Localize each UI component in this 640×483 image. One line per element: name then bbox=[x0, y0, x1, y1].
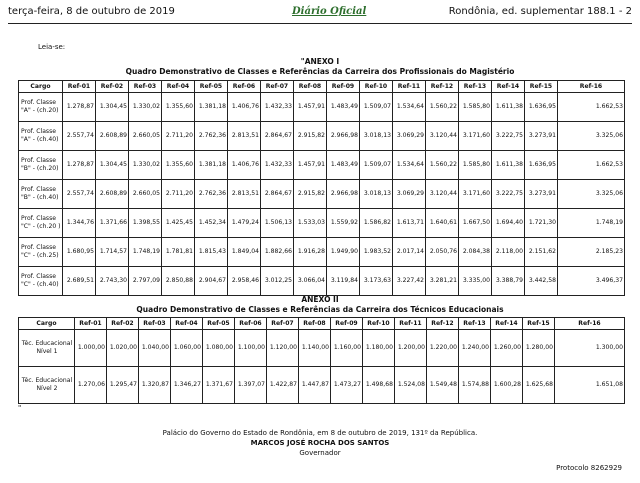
value-cell: 2.966,98 bbox=[327, 122, 360, 151]
column-header-ref-15: Ref-15 bbox=[525, 81, 558, 93]
column-header-cargo: Cargo bbox=[19, 81, 63, 93]
value-cell: 2.557,74 bbox=[63, 180, 96, 209]
cargo-cell: Prof. Classe "A" - (ch.40) bbox=[19, 122, 63, 151]
value-cell: 2.904,67 bbox=[195, 267, 228, 296]
value-cell: 3.496,37 bbox=[558, 267, 625, 296]
table-row bbox=[19, 122, 625, 151]
column-header-ref-14: Ref-14 bbox=[491, 318, 523, 330]
value-cell: 1.509,07 bbox=[360, 93, 393, 122]
value-cell: 1.949,90 bbox=[327, 238, 360, 267]
value-cell: 2.743,30 bbox=[96, 267, 129, 296]
column-header-ref-01: Ref-01 bbox=[63, 81, 96, 93]
value-cell: 1.304,45 bbox=[96, 151, 129, 180]
value-cell: 1.662,53 bbox=[558, 93, 625, 122]
table-row bbox=[19, 367, 625, 404]
page-header bbox=[8, 6, 632, 22]
value-cell: 1.662,53 bbox=[558, 151, 625, 180]
annex1-table bbox=[18, 80, 625, 296]
value-cell: 2.850,88 bbox=[162, 267, 195, 296]
value-cell: 2.958,46 bbox=[228, 267, 261, 296]
value-cell: 1.270,06 bbox=[75, 367, 107, 404]
value-cell: 1.160,00 bbox=[331, 330, 363, 367]
column-header-ref-08: Ref-08 bbox=[299, 318, 331, 330]
value-cell: 1.483,49 bbox=[327, 151, 360, 180]
column-header-ref-03: Ref-03 bbox=[139, 318, 171, 330]
value-cell: 2.084,38 bbox=[459, 238, 492, 267]
value-cell: 1.200,00 bbox=[395, 330, 427, 367]
value-cell: 3.171,60 bbox=[459, 180, 492, 209]
value-cell: 1.000,00 bbox=[75, 330, 107, 367]
value-cell: 1.533,03 bbox=[294, 209, 327, 238]
value-cell: 1.748,19 bbox=[558, 209, 625, 238]
value-cell: 1.509,07 bbox=[360, 151, 393, 180]
annex1-header-row bbox=[19, 81, 625, 93]
column-header-ref-14: Ref-14 bbox=[492, 81, 525, 93]
column-header-ref-04: Ref-04 bbox=[162, 81, 195, 93]
value-cell: 1.422,87 bbox=[267, 367, 299, 404]
value-cell: 3.018,13 bbox=[360, 122, 393, 151]
value-cell: 2.762,36 bbox=[195, 122, 228, 151]
header-date: terça-feira, 8 de outubro de 2019 bbox=[8, 6, 175, 17]
value-cell: 1.406,76 bbox=[228, 151, 261, 180]
value-cell: 1.473,27 bbox=[331, 367, 363, 404]
value-cell: 1.020,00 bbox=[107, 330, 139, 367]
value-cell: 1.432,33 bbox=[261, 93, 294, 122]
column-header-ref-09: Ref-09 bbox=[331, 318, 363, 330]
value-cell: 2.966,98 bbox=[327, 180, 360, 209]
value-cell: 3.325,06 bbox=[558, 180, 625, 209]
value-cell: 1.120,00 bbox=[267, 330, 299, 367]
value-cell: 3.442,58 bbox=[525, 267, 558, 296]
value-cell: 1.344,76 bbox=[63, 209, 96, 238]
value-cell: 1.694,40 bbox=[492, 209, 525, 238]
value-cell: 1.549,48 bbox=[427, 367, 459, 404]
value-cell: 1.636,95 bbox=[525, 93, 558, 122]
cargo-cell: Prof. Classe "C" - (ch.40) bbox=[19, 267, 63, 296]
value-cell: 2.608,89 bbox=[96, 180, 129, 209]
value-cell: 1.636,95 bbox=[525, 151, 558, 180]
column-header-ref-13: Ref-13 bbox=[459, 318, 491, 330]
value-cell: 2.017,14 bbox=[393, 238, 426, 267]
value-cell: 1.667,50 bbox=[459, 209, 492, 238]
value-cell: 1.406,76 bbox=[228, 93, 261, 122]
column-header-ref-08: Ref-08 bbox=[294, 81, 327, 93]
value-cell: 3.325,06 bbox=[558, 122, 625, 151]
value-cell: 2.557,74 bbox=[63, 122, 96, 151]
value-cell: 1.355,60 bbox=[162, 93, 195, 122]
cargo-cell: Téc. Educacional Nível 2 bbox=[19, 367, 75, 404]
value-cell: 3.018,13 bbox=[360, 180, 393, 209]
value-cell: 1.815,43 bbox=[195, 238, 228, 267]
value-cell: 1.560,22 bbox=[426, 151, 459, 180]
value-cell: 1.330,02 bbox=[129, 93, 162, 122]
value-cell: 2.689,51 bbox=[63, 267, 96, 296]
value-cell: 3.066,04 bbox=[294, 267, 327, 296]
value-cell: 1.721,30 bbox=[525, 209, 558, 238]
value-cell: 1.300,00 bbox=[555, 330, 625, 367]
value-cell: 1.371,66 bbox=[96, 209, 129, 238]
value-cell: 1.680,95 bbox=[63, 238, 96, 267]
value-cell: 1.498,68 bbox=[363, 367, 395, 404]
column-header-ref-10: Ref-10 bbox=[360, 81, 393, 93]
value-cell: 1.983,52 bbox=[360, 238, 393, 267]
value-cell: 2.185,23 bbox=[558, 238, 625, 267]
value-cell: 1.346,27 bbox=[171, 367, 203, 404]
value-cell: 2.660,05 bbox=[129, 122, 162, 151]
value-cell: 1.060,00 bbox=[171, 330, 203, 367]
value-cell: 2.608,89 bbox=[96, 122, 129, 151]
annex1-caption: Quadro Demonstrativo de Classes e Referências da Carreira dos Profissionais do Magistério bbox=[125, 67, 515, 76]
value-cell: 1.278,87 bbox=[63, 93, 96, 122]
footer-signer: MARCOS JOSÉ ROCHA DOS SANTOS bbox=[250, 439, 390, 447]
value-cell: 1.457,91 bbox=[294, 93, 327, 122]
value-cell: 3.012,25 bbox=[261, 267, 294, 296]
value-cell: 2.711,20 bbox=[162, 122, 195, 151]
value-cell: 1.483,49 bbox=[327, 93, 360, 122]
value-cell: 2.050,76 bbox=[426, 238, 459, 267]
value-cell: 2.118,00 bbox=[492, 238, 525, 267]
column-header-ref-06: Ref-06 bbox=[228, 81, 261, 93]
value-cell: 1.304,45 bbox=[96, 93, 129, 122]
value-cell: 1.586,82 bbox=[360, 209, 393, 238]
value-cell: 3.171,60 bbox=[459, 122, 492, 151]
table-row bbox=[19, 209, 625, 238]
value-cell: 1.524,08 bbox=[395, 367, 427, 404]
value-cell: 1.398,55 bbox=[129, 209, 162, 238]
column-header-cargo: Cargo bbox=[19, 318, 75, 330]
table-row bbox=[19, 267, 625, 296]
value-cell: 3.119,84 bbox=[327, 267, 360, 296]
value-cell: 1.080,00 bbox=[203, 330, 235, 367]
value-cell: 1.260,00 bbox=[491, 330, 523, 367]
value-cell: 3.120,44 bbox=[426, 180, 459, 209]
value-cell: 1.625,68 bbox=[523, 367, 555, 404]
value-cell: 1.330,02 bbox=[129, 151, 162, 180]
value-cell: 1.781,81 bbox=[162, 238, 195, 267]
value-cell: 1.534,64 bbox=[393, 151, 426, 180]
value-cell: 1.534,64 bbox=[393, 93, 426, 122]
value-cell: 1.220,00 bbox=[427, 330, 459, 367]
column-header-ref-07: Ref-07 bbox=[261, 81, 294, 93]
value-cell: 1.748,19 bbox=[129, 238, 162, 267]
value-cell: 1.640,61 bbox=[426, 209, 459, 238]
value-cell: 3.273,91 bbox=[525, 122, 558, 151]
column-header-ref-16: Ref-16 bbox=[558, 81, 625, 93]
annex2-tail-mark: " bbox=[18, 404, 22, 412]
header-title[interactable]: Diário Oficial bbox=[292, 6, 367, 17]
value-cell: 3.173,63 bbox=[360, 267, 393, 296]
value-cell: 1.559,92 bbox=[327, 209, 360, 238]
value-cell: 3.273,91 bbox=[525, 180, 558, 209]
header-rule bbox=[8, 23, 632, 24]
annex2-header-row bbox=[19, 318, 625, 330]
column-header-ref-02: Ref-02 bbox=[107, 318, 139, 330]
value-cell: 3.069,29 bbox=[393, 180, 426, 209]
column-header-ref-12: Ref-12 bbox=[427, 318, 459, 330]
value-cell: 2.864,67 bbox=[261, 180, 294, 209]
value-cell: 3.120,44 bbox=[426, 122, 459, 151]
value-cell: 1.452,34 bbox=[195, 209, 228, 238]
leia-se-label: Leia-se: bbox=[38, 43, 66, 51]
value-cell: 1.381,18 bbox=[195, 151, 228, 180]
value-cell: 1.140,00 bbox=[299, 330, 331, 367]
value-cell: 1.611,38 bbox=[492, 151, 525, 180]
value-cell: 2.711,20 bbox=[162, 180, 195, 209]
value-cell: 1.100,00 bbox=[235, 330, 267, 367]
value-cell: 1.611,38 bbox=[492, 93, 525, 122]
value-cell: 1.040,00 bbox=[139, 330, 171, 367]
value-cell: 1.432,33 bbox=[261, 151, 294, 180]
column-header-ref-11: Ref-11 bbox=[395, 318, 427, 330]
value-cell: 1.714,57 bbox=[96, 238, 129, 267]
footer-place-date: Palácio do Governo do Estado de Rondônia, em 8 de outubro de 2019, 131º da República. bbox=[162, 429, 478, 437]
value-cell: 1.585,80 bbox=[459, 93, 492, 122]
column-header-ref-04: Ref-04 bbox=[171, 318, 203, 330]
value-cell: 2.915,82 bbox=[294, 122, 327, 151]
value-cell: 1.849,04 bbox=[228, 238, 261, 267]
value-cell: 2.813,51 bbox=[228, 122, 261, 151]
value-cell: 1.600,28 bbox=[491, 367, 523, 404]
value-cell: 1.613,71 bbox=[393, 209, 426, 238]
value-cell: 3.227,42 bbox=[393, 267, 426, 296]
value-cell: 1.479,24 bbox=[228, 209, 261, 238]
value-cell: 3.222,75 bbox=[492, 122, 525, 151]
value-cell: 3.222,75 bbox=[492, 180, 525, 209]
column-header-ref-12: Ref-12 bbox=[426, 81, 459, 93]
cargo-cell: Prof. Classe "B" - (ch.20) bbox=[19, 151, 63, 180]
value-cell: 2.660,05 bbox=[129, 180, 162, 209]
column-header-ref-02: Ref-02 bbox=[96, 81, 129, 93]
value-cell: 2.762,36 bbox=[195, 180, 228, 209]
column-header-ref-05: Ref-05 bbox=[195, 81, 228, 93]
footer-protocol: Protocolo 8262929 bbox=[556, 464, 622, 472]
column-header-ref-15: Ref-15 bbox=[523, 318, 555, 330]
table-row bbox=[19, 180, 625, 209]
table-row bbox=[19, 330, 625, 367]
cargo-cell: Prof. Classe "A" - (ch.20) bbox=[19, 93, 63, 122]
column-header-ref-05: Ref-05 bbox=[203, 318, 235, 330]
annex1-label: "ANEXO I bbox=[300, 57, 340, 66]
value-cell: 1.574,88 bbox=[459, 367, 491, 404]
value-cell: 1.280,00 bbox=[523, 330, 555, 367]
cargo-cell: Prof. Classe "B" - (ch.40) bbox=[19, 180, 63, 209]
value-cell: 3.335,00 bbox=[459, 267, 492, 296]
value-cell: 1.560,22 bbox=[426, 93, 459, 122]
value-cell: 1.371,67 bbox=[203, 367, 235, 404]
value-cell: 1.916,28 bbox=[294, 238, 327, 267]
table-row bbox=[19, 238, 625, 267]
annex2-caption: Quadro Demonstrativo de Classes e Referências da Carreira dos Técnicos Educacionais bbox=[136, 305, 504, 314]
value-cell: 1.320,87 bbox=[139, 367, 171, 404]
column-header-ref-10: Ref-10 bbox=[363, 318, 395, 330]
value-cell: 1.585,80 bbox=[459, 151, 492, 180]
value-cell: 2.797,09 bbox=[129, 267, 162, 296]
value-cell: 3.281,21 bbox=[426, 267, 459, 296]
column-header-ref-11: Ref-11 bbox=[393, 81, 426, 93]
value-cell: 2.915,82 bbox=[294, 180, 327, 209]
value-cell: 1.457,91 bbox=[294, 151, 327, 180]
annex2-table bbox=[18, 317, 625, 404]
column-header-ref-03: Ref-03 bbox=[129, 81, 162, 93]
annex1-body bbox=[19, 93, 625, 296]
value-cell: 1.355,60 bbox=[162, 151, 195, 180]
value-cell: 1.397,07 bbox=[235, 367, 267, 404]
value-cell: 2.813,51 bbox=[228, 180, 261, 209]
column-header-ref-13: Ref-13 bbox=[459, 81, 492, 93]
value-cell: 1.295,47 bbox=[107, 367, 139, 404]
value-cell: 1.425,45 bbox=[162, 209, 195, 238]
column-header-ref-01: Ref-01 bbox=[75, 318, 107, 330]
table-row bbox=[19, 151, 625, 180]
value-cell: 1.278,87 bbox=[63, 151, 96, 180]
column-header-ref-09: Ref-09 bbox=[327, 81, 360, 93]
value-cell: 1.240,00 bbox=[459, 330, 491, 367]
cargo-cell: Téc. Educacional Nível 1 bbox=[19, 330, 75, 367]
value-cell: 3.069,29 bbox=[393, 122, 426, 151]
column-header-ref-16: Ref-16 bbox=[555, 318, 625, 330]
column-header-ref-07: Ref-07 bbox=[267, 318, 299, 330]
value-cell: 1.447,87 bbox=[299, 367, 331, 404]
value-cell: 1.882,66 bbox=[261, 238, 294, 267]
table-row bbox=[19, 93, 625, 122]
cargo-cell: Prof. Classe "C" - (ch.20 ) bbox=[19, 209, 63, 238]
cargo-cell: Prof. Classe "C" - (ch.25) bbox=[19, 238, 63, 267]
annex2-body bbox=[19, 330, 625, 404]
value-cell: 3.388,79 bbox=[492, 267, 525, 296]
value-cell: 2.864,67 bbox=[261, 122, 294, 151]
footer-role: Governador bbox=[299, 449, 341, 457]
annex2-label: ANEXO II bbox=[301, 295, 339, 304]
value-cell: 2.151,62 bbox=[525, 238, 558, 267]
value-cell: 1.180,00 bbox=[363, 330, 395, 367]
value-cell: 1.381,18 bbox=[195, 93, 228, 122]
value-cell: 1.506,13 bbox=[261, 209, 294, 238]
header-edition: Rondônia, ed. suplementar 188.1 - 2 bbox=[448, 6, 632, 17]
value-cell: 1.651,08 bbox=[555, 367, 625, 404]
column-header-ref-06: Ref-06 bbox=[235, 318, 267, 330]
